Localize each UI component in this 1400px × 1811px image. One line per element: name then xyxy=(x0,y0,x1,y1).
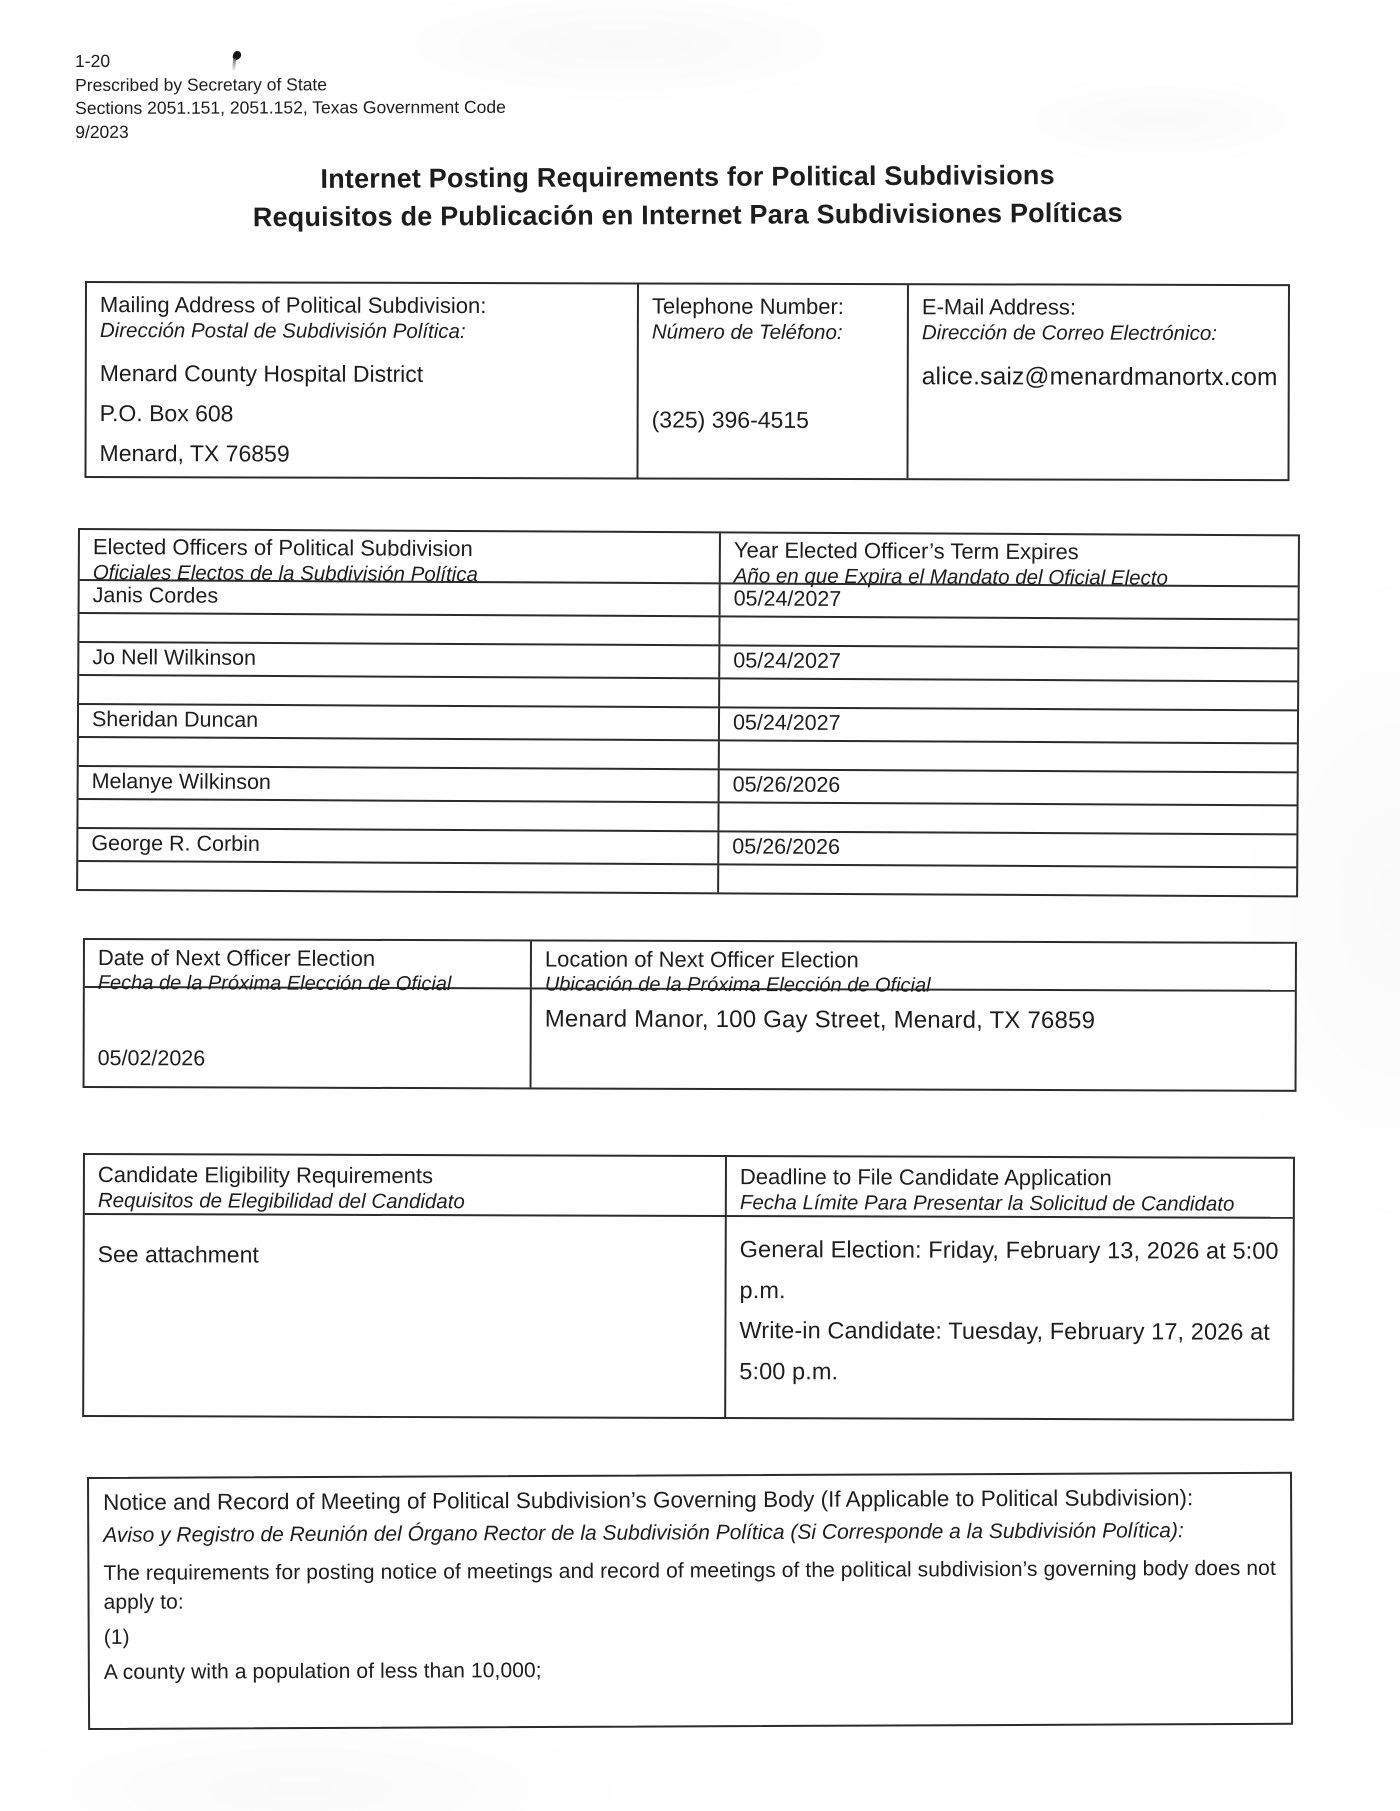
notice-body-item-number: (1) xyxy=(103,1625,130,1649)
officer-term: 05/24/2027 xyxy=(719,584,1298,618)
telephone-label-en: Telephone Number: xyxy=(651,293,844,319)
telephone-value: (325) 396-4515 xyxy=(651,406,809,433)
telephone-cell xyxy=(636,284,907,478)
blank-name-cell xyxy=(79,614,718,644)
deadline-header-es: Fecha Límite Para Presentar la Solicitud de Candidato xyxy=(739,1191,1235,1216)
blank-name-cell xyxy=(79,738,718,768)
next-election-table xyxy=(83,938,1297,1092)
form-number: 1-20 xyxy=(75,50,111,71)
candidate-value-row xyxy=(84,1213,1293,1419)
election-date-header-es: Fecha de la Próxima Elección de Oficial xyxy=(97,972,452,996)
officers-header-row xyxy=(80,530,1298,590)
officer-name: Sheridan Duncan xyxy=(91,707,259,732)
election-location-header xyxy=(530,941,1295,997)
contact-table xyxy=(84,281,1290,481)
blank-term-cell xyxy=(717,803,1296,833)
blank-term-cell xyxy=(718,741,1297,771)
email-label-en: E-Mail Address: xyxy=(921,294,1077,320)
notice-body xyxy=(103,1554,1277,1687)
mailing-address-line-1: Menard County Hospital District xyxy=(99,360,424,387)
election-date-header-en: Date of Next Officer Election xyxy=(97,945,376,971)
blank-term-cell xyxy=(717,865,1296,895)
elected-officers-table xyxy=(76,528,1300,897)
deadline-general-value: General Election: Friday, February 13, 2026 at 5:00 p.m. xyxy=(739,1236,1279,1303)
notice-table xyxy=(87,1472,1293,1730)
election-location-header-es: Ubicación de la Próxima Elección de Oficial xyxy=(544,973,931,997)
notice-label-en: Notice and Record of Meeting of Political Subdivision’s Governing Body (If Applicable to Political Subdivision): xyxy=(103,1485,1194,1515)
candidate-header-row xyxy=(85,1155,1293,1217)
email-cell xyxy=(906,285,1292,479)
officer-term: 05/26/2026 xyxy=(717,832,1296,866)
election-date-header xyxy=(85,940,530,996)
officer-name: Melanye Wilkinson xyxy=(91,769,271,795)
candidate-table xyxy=(82,1153,1295,1421)
notice-body-intro: The requirements for posting notice of meetings and record of meetings of the political subdivision’s governing body does not apply to: xyxy=(103,1556,1276,1614)
deadline-cell xyxy=(724,1217,1293,1419)
eligibility-header xyxy=(85,1155,725,1215)
officers-term-header-en: Year Elected Officer’s Term Expires xyxy=(733,537,1079,565)
election-date-cell xyxy=(85,988,530,1087)
officer-row xyxy=(79,641,1297,680)
deadline-header-en: Deadline to File Candidate Application xyxy=(739,1164,1112,1191)
notice-body-item-text: A county with a population of less than 10,000; xyxy=(103,1659,542,1684)
form-title-es: Requisitos de Publicación en Internet Para Subdivisiones Políticas xyxy=(252,197,1123,233)
mailing-address-label-es: Dirección Postal de Subdivisión Política: xyxy=(99,319,466,343)
deadline-writein-value: Write-in Candidate: Tuesday, February 17, 2026 at 5:00 p.m. xyxy=(739,1317,1270,1384)
election-date-value: 05/02/2026 xyxy=(97,1046,206,1071)
officer-row xyxy=(78,827,1296,866)
officer-row xyxy=(79,765,1297,804)
blank-term-cell xyxy=(718,617,1297,647)
eligibility-cell xyxy=(84,1215,725,1417)
officer-term: 05/24/2027 xyxy=(718,646,1297,680)
mailing-address-label-en: Mailing Address of Political Subdivision: xyxy=(99,292,487,319)
email-value: alice.saiz@menardmanortx.com xyxy=(921,363,1278,392)
notice-label-es: Aviso y Registro de Reunión del Órgano Rector de la Subdivisión Política (Si Corresponde a la Subdivisión Política): xyxy=(103,1519,1184,1547)
officer-name: Jo Nell Wilkinson xyxy=(92,645,257,670)
eligibility-value: See attachment xyxy=(97,1241,259,1268)
officer-term: 05/26/2026 xyxy=(718,770,1297,804)
officer-row xyxy=(79,703,1297,742)
blank-name-cell xyxy=(78,800,717,830)
election-header-row xyxy=(85,940,1295,997)
form-statute-sections: Sections 2051.151, 2051.152, Texas Government Code xyxy=(75,96,506,118)
officer-name: Janis Cordes xyxy=(92,583,219,608)
form-title xyxy=(85,155,1290,237)
telephone-label-es: Número de Teléfono: xyxy=(651,320,843,344)
mailing-address-line-2: P.O. Box 608 xyxy=(99,400,234,427)
form-prescribed-by: Prescribed by Secretary of State xyxy=(75,73,328,95)
officers-name-header-es: Oficiales Electos de la Subdivisión Política xyxy=(92,561,478,587)
officers-name-header xyxy=(80,530,719,587)
form-revision-date: 9/2023 xyxy=(75,121,129,142)
blank-name-cell xyxy=(79,676,718,706)
blank-name-cell xyxy=(78,862,717,892)
mailing-address-cell xyxy=(86,283,637,477)
officer-term: 05/24/2027 xyxy=(718,708,1297,742)
eligibility-header-en: Candidate Eligibility Requirements xyxy=(97,1162,434,1189)
officers-name-header-en: Elected Officers of Political Subdivision xyxy=(92,534,473,562)
election-location-value: Menard Manor, 100 Gay Street, Menard, TX 76859 xyxy=(544,1005,1096,1035)
officers-term-header xyxy=(719,533,1298,590)
deadline-header xyxy=(725,1157,1293,1217)
blank-term-cell xyxy=(718,679,1297,709)
election-value-row xyxy=(85,986,1295,1090)
mailing-address-line-3: Menard, TX 76859 xyxy=(99,440,290,467)
form-title-en: Internet Posting Requirements for Political Subdivisions xyxy=(320,160,1055,194)
form-meta-block xyxy=(75,49,506,144)
email-label-es: Dirección de Correo Electrónico: xyxy=(921,321,1218,345)
election-location-cell xyxy=(530,989,1295,1089)
eligibility-header-es: Requisitos de Elegibilidad del Candidato xyxy=(97,1189,465,1214)
election-location-header-en: Location of Next Officer Election xyxy=(544,946,859,973)
officer-name: George R. Corbin xyxy=(91,831,260,856)
officers-term-header-es: Año en que Expira el Mandato del Oficial Electo xyxy=(733,564,1168,590)
